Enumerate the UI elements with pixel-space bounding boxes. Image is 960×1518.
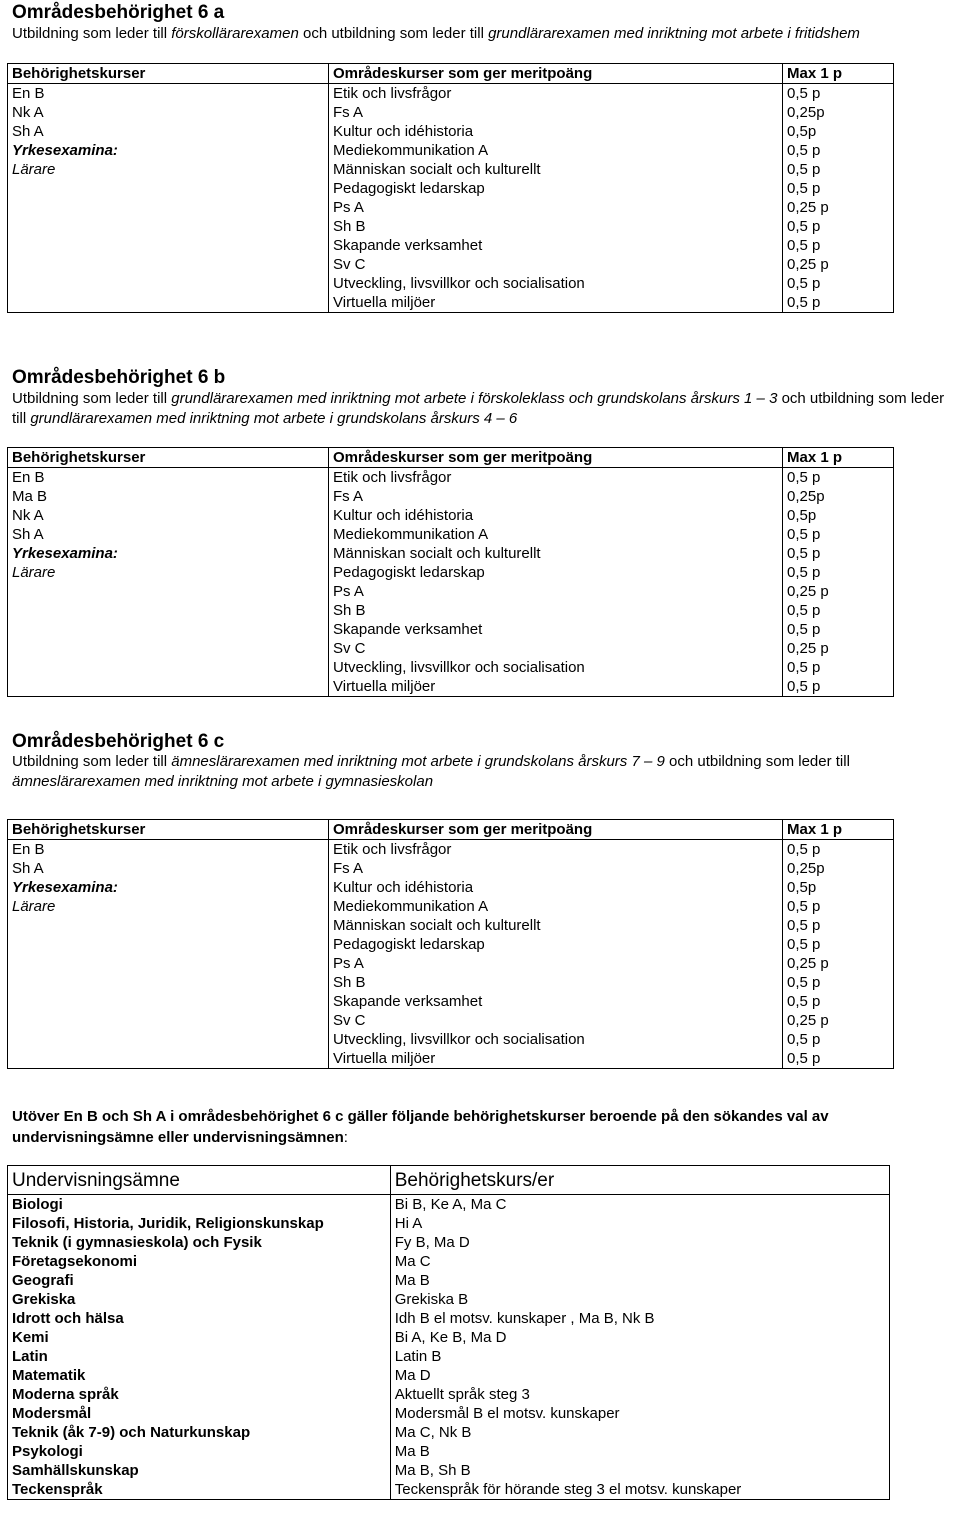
required-course-cell: Lärare <box>8 897 329 916</box>
subject-row <box>8 1214 890 1233</box>
table-row <box>8 878 894 897</box>
merit-course-cell: Pedagogiskt ledarskap <box>329 935 783 954</box>
subject-note <box>12 1106 942 1148</box>
table-header-row <box>8 820 894 840</box>
section-description-6a <box>12 24 957 44</box>
subject-name-cell: Biologi <box>8 1195 391 1215</box>
subject-name-cell: Matematik <box>8 1366 391 1385</box>
merit-course-cell: Kultur och idéhistoria <box>329 122 783 141</box>
desc-italic-text: ämneslärarexamen med inriktning mot arbete i gymnasieskolan <box>12 773 434 790</box>
merit-points-cell: 0,25 p <box>783 255 894 274</box>
merit-course-cell: Sh B <box>329 973 783 992</box>
merit-points-cell: 0,5 p <box>783 1049 894 1069</box>
table-row <box>8 639 894 658</box>
desc-italic-text: förskollärarexamen <box>171 25 299 42</box>
subject-name-cell: Kemi <box>8 1328 391 1347</box>
required-course-cell <box>8 992 329 1011</box>
required-course-cell: En B <box>8 840 329 860</box>
note-tail-text: : <box>343 1129 348 1146</box>
table-row <box>8 935 894 954</box>
merit-course-cell: Fs A <box>329 103 783 122</box>
merit-points-cell: 0,5 p <box>783 236 894 255</box>
required-course-cell <box>8 658 329 677</box>
section-title-6a: Områdesbehörighet 6 a <box>12 2 225 23</box>
merit-course-cell: Utveckling, livsvillkor och socialisation <box>329 1030 783 1049</box>
table-row <box>8 1049 894 1069</box>
subject-name-cell: Idrott och hälsa <box>8 1309 391 1328</box>
table-row <box>8 620 894 639</box>
table-row <box>8 84 894 104</box>
header-cell: Max 1 p <box>783 64 894 84</box>
table-row <box>8 506 894 525</box>
table-header-row <box>8 448 894 468</box>
merit-course-cell: Kultur och idéhistoria <box>329 506 783 525</box>
merit-course-cell: Sh B <box>329 217 783 236</box>
merit-points-cell: 0,5p <box>783 878 894 897</box>
subject-name-cell: Företagsekonomi <box>8 1252 391 1271</box>
header-cell: Max 1 p <box>783 448 894 468</box>
header-cell: Max 1 p <box>783 820 894 840</box>
section-title-6c: Områdesbehörighet 6 c <box>12 731 225 752</box>
merit-course-cell: Pedagogiskt ledarskap <box>329 179 783 198</box>
subject-row <box>8 1404 890 1423</box>
merit-course-cell: Skapande verksamhet <box>329 992 783 1011</box>
merit-points-cell: 0,25p <box>783 859 894 878</box>
subject-row <box>8 1385 890 1404</box>
merit-course-cell: Sv C <box>329 1011 783 1030</box>
required-course-cell <box>8 954 329 973</box>
merit-points-cell: 0,5 p <box>783 992 894 1011</box>
desc-italic-text: grundlärarexamen med inriktning mot arbete i grundskolans årskurs 4 – 6 <box>30 410 518 427</box>
required-course-cell <box>8 582 329 601</box>
desc-text: och utbildning som leder till <box>664 753 850 770</box>
table-row <box>8 525 894 544</box>
subject-name-cell: Teckenspråk <box>8 1480 391 1500</box>
subject-name-cell: Teknik (åk 7-9) och Naturkunskap <box>8 1423 391 1442</box>
desc-italic-text: grundlärarexamen med inriktning mot arbete i förskoleklass och grundskolans årskurs 1 <box>171 390 753 407</box>
subject-row <box>8 1252 890 1271</box>
required-course-cell: Sh A <box>8 122 329 141</box>
required-course-cell <box>8 217 329 236</box>
merit-points-cell: 0,5 p <box>783 217 894 236</box>
required-course-cell: Lärare <box>8 160 329 179</box>
subject-requirement-cell: Ma C, Nk B <box>390 1423 889 1442</box>
table-row <box>8 677 894 697</box>
table-row <box>8 468 894 488</box>
table-row <box>8 916 894 935</box>
subject-name-cell: Moderna språk <box>8 1385 391 1404</box>
merit-points-cell: 0,25 p <box>783 198 894 217</box>
merit-course-cell: Skapande verksamhet <box>329 236 783 255</box>
required-course-cell <box>8 179 329 198</box>
merit-course-cell: Mediekommunikation A <box>329 897 783 916</box>
merit-points-cell: 0,25 p <box>783 954 894 973</box>
subject-row <box>8 1347 890 1366</box>
table-row <box>8 563 894 582</box>
table-row <box>8 487 894 506</box>
merit-points-cell: 0,5 p <box>783 897 894 916</box>
required-course-cell: Nk A <box>8 103 329 122</box>
merit-points-cell: 0,5 p <box>783 840 894 860</box>
subject-name-cell: Psykologi <box>8 1442 391 1461</box>
subject-name-cell: Teknik (i gymnasieskola) och Fysik <box>8 1233 391 1252</box>
required-course-cell <box>8 236 329 255</box>
desc-italic-text: – <box>752 390 770 407</box>
header-cell: Områdeskurser som ger meritpoäng <box>329 820 783 840</box>
subject-row <box>8 1290 890 1309</box>
section-description-6c <box>12 752 957 792</box>
merit-course-cell: Mediekommunikation A <box>329 525 783 544</box>
merit-course-cell: Ps A <box>329 582 783 601</box>
merit-points-cell: 0,25 p <box>783 1011 894 1030</box>
table-row <box>8 544 894 563</box>
required-course-cell: Yrkesexamina: <box>8 544 329 563</box>
required-course-cell: Sh A <box>8 525 329 544</box>
table-row <box>8 141 894 160</box>
merit-points-cell: 0,5 p <box>783 179 894 198</box>
table-row <box>8 236 894 255</box>
subject-row <box>8 1366 890 1385</box>
desc-italic-text: grundlärarexamen med inriktning mot arbete i fritidshem <box>488 25 860 42</box>
merit-points-cell: 0,5 p <box>783 677 894 697</box>
subject-requirement-cell: Ma B, Sh B <box>390 1461 889 1480</box>
subject-name-cell: Modersmål <box>8 1404 391 1423</box>
merit-course-cell: Människan socialt och kulturellt <box>329 916 783 935</box>
table-row <box>8 1030 894 1049</box>
merit-course-cell: Etik och livsfrågor <box>329 84 783 104</box>
subject-name-cell: Grekiska <box>8 1290 391 1309</box>
header-cell: Behörighetskurser <box>8 448 329 468</box>
header-cell: Behörighetskurser <box>8 820 329 840</box>
subject-requirement-cell: Bi B, Ke A, Ma C <box>390 1195 889 1215</box>
required-course-cell <box>8 1030 329 1049</box>
merit-course-cell: Ps A <box>329 954 783 973</box>
subject-requirement-cell: Ma B <box>390 1271 889 1290</box>
subject-requirement-cell: Grekiska B <box>390 1290 889 1309</box>
header-cell: Områdeskurser som ger meritpoäng <box>329 448 783 468</box>
merit-course-cell: Sv C <box>329 255 783 274</box>
subject-row <box>8 1271 890 1290</box>
required-course-cell: Nk A <box>8 506 329 525</box>
required-course-cell: Lärare <box>8 563 329 582</box>
subject-row <box>8 1442 890 1461</box>
merit-points-cell: 0,5p <box>783 506 894 525</box>
merit-points-cell: 0,5 p <box>783 293 894 313</box>
merit-course-cell: Sh B <box>329 601 783 620</box>
desc-italic-text: 3 <box>769 390 778 407</box>
merit-course-cell: Fs A <box>329 487 783 506</box>
subject-requirement-cell: Teckenspråk för hörande steg 3 el motsv. kunskaper <box>390 1480 889 1500</box>
merit-course-cell: Ps A <box>329 198 783 217</box>
course-table-6c <box>7 819 894 1069</box>
subject-requirement-cell: Fy B, Ma D <box>390 1233 889 1252</box>
table-row <box>8 859 894 878</box>
merit-points-cell: 0,5 p <box>783 525 894 544</box>
merit-course-cell: Virtuella miljöer <box>329 293 783 313</box>
table-row <box>8 293 894 313</box>
table-row <box>8 897 894 916</box>
subject-requirement-cell: Ma B <box>390 1442 889 1461</box>
subject-requirement-cell: Ma D <box>390 1366 889 1385</box>
merit-points-cell: 0,5 p <box>783 544 894 563</box>
desc-text: och utbildning som leder till <box>298 25 489 42</box>
subject-row <box>8 1195 890 1215</box>
subject-name-cell: Samhällskunskap <box>8 1461 391 1480</box>
merit-points-cell: 0,25p <box>783 487 894 506</box>
subject-header-cell: Undervisningsämne <box>8 1166 391 1195</box>
required-course-cell <box>8 639 329 658</box>
merit-points-cell: 0,5 p <box>783 1030 894 1049</box>
section-description-6b <box>12 389 957 429</box>
table-row <box>8 179 894 198</box>
required-course-cell <box>8 935 329 954</box>
merit-course-cell: Etik och livsfrågor <box>329 840 783 860</box>
table-row <box>8 103 894 122</box>
required-course-cell <box>8 601 329 620</box>
desc-text: Utbildning som leder till <box>12 390 172 407</box>
course-table-6a <box>7 63 894 313</box>
merit-course-cell: Människan socialt och kulturellt <box>329 544 783 563</box>
table-row <box>8 217 894 236</box>
merit-points-cell: 0,5 p <box>783 160 894 179</box>
subject-header-cell: Behörighetskurs/er <box>390 1166 889 1195</box>
merit-course-cell: Människan socialt och kulturellt <box>329 160 783 179</box>
subject-header-row <box>8 1166 890 1195</box>
table-row <box>8 582 894 601</box>
merit-course-cell: Fs A <box>329 859 783 878</box>
required-course-cell <box>8 916 329 935</box>
table-row <box>8 160 894 179</box>
required-course-cell <box>8 198 329 217</box>
subject-requirement-cell: Modersmål B el motsv. kunskaper <box>390 1404 889 1423</box>
required-course-cell: En B <box>8 468 329 488</box>
required-course-cell: Yrkesexamina: <box>8 141 329 160</box>
subject-row <box>8 1423 890 1442</box>
merit-points-cell: 0,5 p <box>783 84 894 104</box>
merit-course-cell: Mediekommunikation A <box>329 141 783 160</box>
merit-course-cell: Virtuella miljöer <box>329 1049 783 1069</box>
table-row <box>8 255 894 274</box>
subject-row <box>8 1309 890 1328</box>
table-row <box>8 198 894 217</box>
merit-points-cell: 0,5 p <box>783 620 894 639</box>
required-course-cell <box>8 1049 329 1069</box>
subject-requirement-cell: Ma C <box>390 1252 889 1271</box>
desc-italic-text: ämneslärarexamen med inriktning mot arbete i grundskolans årskurs 7 – 9 <box>171 753 665 770</box>
required-course-cell <box>8 274 329 293</box>
subject-row <box>8 1480 890 1500</box>
merit-course-cell: Pedagogiskt ledarskap <box>329 563 783 582</box>
merit-points-cell: 0,5 p <box>783 935 894 954</box>
required-course-cell: En B <box>8 84 329 104</box>
merit-course-cell: Sv C <box>329 639 783 658</box>
table-row <box>8 274 894 293</box>
merit-course-cell: Utveckling, livsvillkor och socialisation <box>329 274 783 293</box>
merit-points-cell: 0,25 p <box>783 582 894 601</box>
merit-course-cell: Skapande verksamhet <box>329 620 783 639</box>
required-course-cell <box>8 1011 329 1030</box>
table-row <box>8 954 894 973</box>
merit-points-cell: 0,5 p <box>783 658 894 677</box>
subject-requirement-cell: Aktuellt språk steg 3 <box>390 1385 889 1404</box>
course-table-6b <box>7 447 894 697</box>
header-cell: Områdeskurser som ger meritpoäng <box>329 64 783 84</box>
merit-points-cell: 0,25 p <box>783 639 894 658</box>
subject-name-cell: Latin <box>8 1347 391 1366</box>
desc-text: och utbildning som leder till <box>12 390 945 427</box>
table-row <box>8 1011 894 1030</box>
merit-points-cell: 0,25p <box>783 103 894 122</box>
merit-course-cell: Virtuella miljöer <box>329 677 783 697</box>
merit-course-cell: Utveckling, livsvillkor och socialisation <box>329 658 783 677</box>
required-course-cell <box>8 973 329 992</box>
merit-course-cell: Kultur och idéhistoria <box>329 878 783 897</box>
subject-requirement-cell: Latin B <box>390 1347 889 1366</box>
required-course-cell: Yrkesexamina: <box>8 878 329 897</box>
subject-requirement-cell: Hi A <box>390 1214 889 1233</box>
required-course-cell <box>8 677 329 697</box>
table-row <box>8 992 894 1011</box>
table-row <box>8 840 894 860</box>
subject-requirement-cell: Bi A, Ke B, Ma D <box>390 1328 889 1347</box>
merit-points-cell: 0,5 p <box>783 141 894 160</box>
merit-points-cell: 0,5 p <box>783 973 894 992</box>
subject-row <box>8 1233 890 1252</box>
table-header-row <box>8 64 894 84</box>
desc-text: Utbildning som leder till <box>12 25 172 42</box>
merit-points-cell: 0,5 p <box>783 274 894 293</box>
required-course-cell: Ma B <box>8 487 329 506</box>
note-bold-text: Utöver En B och Sh A i områdesbehörighet 6 c gäller följande behörighetskurser beroende på den sökandes val av undervisningsämne eller undervisningsämnen <box>12 1108 829 1146</box>
merit-points-cell: 0,5p <box>783 122 894 141</box>
table-row <box>8 658 894 677</box>
subject-row <box>8 1328 890 1347</box>
merit-course-cell: Etik och livsfrågor <box>329 468 783 488</box>
required-course-cell <box>8 293 329 313</box>
subject-name-cell: Geografi <box>8 1271 391 1290</box>
required-course-cell: Sh A <box>8 859 329 878</box>
merit-points-cell: 0,5 p <box>783 468 894 488</box>
desc-text: Utbildning som leder till <box>12 753 172 770</box>
required-course-cell <box>8 620 329 639</box>
subject-requirement-cell: Idh B el motsv. kunskaper , Ma B, Nk B <box>390 1309 889 1328</box>
section-title-6b: Områdesbehörighet 6 b <box>12 367 226 388</box>
required-course-cell <box>8 255 329 274</box>
subject-table <box>7 1165 890 1500</box>
table-row <box>8 601 894 620</box>
merit-points-cell: 0,5 p <box>783 601 894 620</box>
table-row <box>8 973 894 992</box>
table-row <box>8 122 894 141</box>
subject-row <box>8 1461 890 1480</box>
subject-name-cell: Filosofi, Historia, Juridik, Religionskunskap <box>8 1214 391 1233</box>
header-cell: Behörighetskurser <box>8 64 329 84</box>
merit-points-cell: 0,5 p <box>783 916 894 935</box>
merit-points-cell: 0,5 p <box>783 563 894 582</box>
